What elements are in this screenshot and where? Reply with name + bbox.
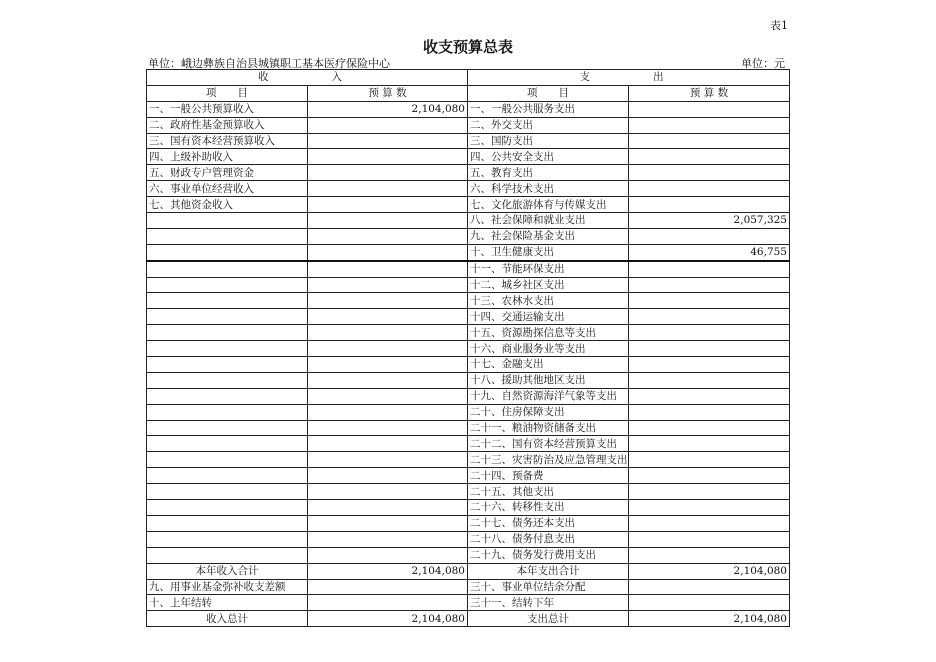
expense-item: 一、一般公共服务支出	[468, 101, 629, 117]
table-row	[147, 197, 790, 213]
expense-value	[629, 468, 790, 484]
expense-item: 三、国防支出	[468, 133, 629, 149]
income-value	[308, 388, 468, 404]
expense-item: 二十九、债务发行费用支出	[468, 547, 629, 563]
table-row	[147, 277, 790, 293]
expense-value	[629, 181, 790, 197]
table-row	[147, 595, 790, 611]
expense-value	[629, 277, 790, 293]
expense-item: 二十四、预备费	[468, 468, 629, 484]
unit-organization: 单位：峨边彝族自治县城镇职工基本医疗保险中心	[148, 57, 390, 70]
income-value	[308, 500, 468, 516]
income-value	[308, 579, 468, 595]
expense-item: 十八、援助其他地区支出	[468, 372, 629, 388]
section-header-row	[147, 70, 790, 86]
expense-item: 二十二、国有资本经营预算支出	[468, 436, 629, 452]
expense-value: 46,755	[629, 244, 790, 260]
table-row	[147, 341, 790, 357]
income-value	[308, 452, 468, 468]
expense-item: 十五、资源勘探信息等支出	[468, 325, 629, 341]
expense-budget-header: 预 算 数	[629, 85, 790, 101]
expense-value	[629, 547, 790, 563]
expense-value	[629, 341, 790, 357]
table-number: 表1	[770, 19, 788, 32]
expense-value	[629, 165, 790, 181]
income-value	[308, 341, 468, 357]
income-value	[308, 357, 468, 373]
expense-value	[629, 388, 790, 404]
expense-item: 九、社会保险基金支出	[468, 228, 629, 244]
expense-value	[629, 372, 790, 388]
expense-item: 十四、交通运输支出	[468, 309, 629, 325]
income-value	[308, 181, 468, 197]
income-item	[147, 547, 308, 563]
income-item: 六、事业单位经营收入	[147, 181, 308, 197]
table-row	[147, 165, 790, 181]
table-row	[147, 436, 790, 452]
income-item	[147, 420, 308, 436]
total-expense-value: 2,104,080	[629, 611, 790, 627]
table-row	[147, 372, 790, 388]
expense-item: 二十、住房保障支出	[468, 404, 629, 420]
expense-value	[629, 452, 790, 468]
table-row	[147, 547, 790, 563]
income-item-header: 项 目	[147, 85, 308, 101]
income-value	[308, 244, 468, 260]
expense-value	[629, 133, 790, 149]
table-row	[147, 228, 790, 244]
income-item	[147, 293, 308, 309]
income-value	[308, 436, 468, 452]
expense-value	[629, 325, 790, 341]
expense-value	[629, 101, 790, 117]
income-value	[308, 595, 468, 611]
expense-item: 六、科学技术支出	[468, 181, 629, 197]
income-section-header: 收 入	[147, 70, 468, 86]
income-item	[147, 341, 308, 357]
income-value	[308, 261, 468, 277]
expense-item: 十六、商业服务业等支出	[468, 341, 629, 357]
expense-item: 二十七、债务还本支出	[468, 515, 629, 531]
income-item	[147, 515, 308, 531]
table-row	[147, 531, 790, 547]
income-item	[147, 309, 308, 325]
table-row	[147, 388, 790, 404]
table-row	[147, 133, 790, 149]
expense-item: 二十三、灾害防治及应急管理支出	[468, 452, 629, 468]
table-row	[147, 452, 790, 468]
income-value	[308, 309, 468, 325]
expense-value	[629, 404, 790, 420]
year-total-row	[147, 563, 790, 579]
income-item	[147, 436, 308, 452]
table-row	[147, 325, 790, 341]
expense-value: 2,057,325	[629, 213, 790, 229]
income-item: 一、一般公共预算收入	[147, 101, 308, 117]
expense-item: 十一、节能环保支出	[468, 261, 629, 277]
table-row	[147, 484, 790, 500]
income-value	[308, 484, 468, 500]
income-item: 三、国有资本经营预算收入	[147, 133, 308, 149]
table-row	[147, 261, 790, 277]
income-item	[147, 261, 308, 277]
table-row	[147, 293, 790, 309]
expense-item: 二十六、转移性支出	[468, 500, 629, 516]
expense-value	[629, 117, 790, 133]
income-budget-header: 预 算 数	[308, 85, 468, 101]
income-value	[308, 213, 468, 229]
column-header-row	[147, 85, 790, 101]
table-row	[147, 420, 790, 436]
income-item	[147, 484, 308, 500]
expense-value	[629, 484, 790, 500]
expense-section-header: 支 出	[468, 70, 790, 86]
income-item	[147, 388, 308, 404]
total-income-label: 收入总计	[147, 611, 308, 627]
income-item	[147, 372, 308, 388]
expense-item: 八、社会保障和就业支出	[468, 213, 629, 229]
expense-item: 二十一、粮油物资储备支出	[468, 420, 629, 436]
income-value	[308, 228, 468, 244]
table-row	[147, 244, 790, 260]
income-value	[308, 420, 468, 436]
expense-item: 十九、自然资源海洋气象等支出	[468, 388, 629, 404]
expense-item: 二十八、债务付息支出	[468, 531, 629, 547]
total-income-value: 2,104,080	[308, 611, 468, 627]
expense-item: 三十一、结转下年	[468, 595, 629, 611]
table-row	[147, 579, 790, 595]
income-value	[308, 149, 468, 165]
income-item: 四、上级补助收入	[147, 149, 308, 165]
year-expense-value: 2,104,080	[629, 563, 790, 579]
income-item	[147, 531, 308, 547]
expense-item: 四、公共安全支出	[468, 149, 629, 165]
income-item: 十、上年结转	[147, 595, 308, 611]
expense-item: 七、文化旅游体育与传媒支出	[468, 197, 629, 213]
table-row	[147, 101, 790, 117]
expense-item: 十二、城乡社区支出	[468, 277, 629, 293]
table-row	[147, 500, 790, 516]
income-value	[308, 468, 468, 484]
expense-value	[629, 500, 790, 516]
income-value	[308, 293, 468, 309]
income-value	[308, 325, 468, 341]
income-value	[308, 197, 468, 213]
expense-value	[629, 357, 790, 373]
income-value	[308, 277, 468, 293]
expense-item: 五、教育支出	[468, 165, 629, 181]
table-row	[147, 181, 790, 197]
expense-value	[629, 261, 790, 277]
income-item	[147, 228, 308, 244]
income-item: 二、政府性基金预算收入	[147, 117, 308, 133]
table-row	[147, 149, 790, 165]
income-value: 2,104,080	[308, 101, 468, 117]
income-item	[147, 244, 308, 260]
expense-value	[629, 436, 790, 452]
year-expense-label: 本年支出合计	[468, 563, 629, 579]
table-row	[147, 309, 790, 325]
expense-item: 十、卫生健康支出	[468, 244, 629, 260]
income-item	[147, 357, 308, 373]
income-item	[147, 213, 308, 229]
table-row	[147, 117, 790, 133]
year-income-value: 2,104,080	[308, 563, 468, 579]
expense-item-header: 项 目	[468, 85, 629, 101]
income-item: 九、用事业基金弥补收支差额	[147, 579, 308, 595]
expense-value	[629, 228, 790, 244]
expense-value	[629, 515, 790, 531]
income-value	[308, 515, 468, 531]
income-item	[147, 500, 308, 516]
income-item: 七、其他资金收入	[147, 197, 308, 213]
expense-value	[629, 595, 790, 611]
expense-value	[629, 149, 790, 165]
expense-value	[629, 531, 790, 547]
income-value	[308, 372, 468, 388]
income-value	[308, 133, 468, 149]
expense-value	[629, 309, 790, 325]
income-item	[147, 277, 308, 293]
expense-item: 二、外交支出	[468, 117, 629, 133]
income-item	[147, 404, 308, 420]
income-value	[308, 404, 468, 420]
expense-value	[629, 579, 790, 595]
income-item	[147, 452, 308, 468]
unit-currency: 单位：元	[741, 57, 785, 70]
total-expense-label: 支出总计	[468, 611, 629, 627]
page-title: 收支预算总表	[422, 38, 513, 56]
income-value	[308, 117, 468, 133]
expense-item: 三十、事业单位结余分配	[468, 579, 629, 595]
expense-value	[629, 197, 790, 213]
expense-item: 十七、金融支出	[468, 357, 629, 373]
year-income-label: 本年收入合计	[147, 563, 308, 579]
income-value	[308, 531, 468, 547]
budget-summary-table	[146, 69, 790, 627]
table-row	[147, 404, 790, 420]
income-item: 五、财政专户管理资金	[147, 165, 308, 181]
income-value	[308, 165, 468, 181]
income-item	[147, 468, 308, 484]
expense-item: 十三、农林水支出	[468, 293, 629, 309]
table-row	[147, 213, 790, 229]
income-item	[147, 325, 308, 341]
expense-value	[629, 293, 790, 309]
expense-item: 二十五、其他支出	[468, 484, 629, 500]
grand-total-row	[147, 611, 790, 627]
table-row	[147, 468, 790, 484]
table-row	[147, 515, 790, 531]
income-value	[308, 547, 468, 563]
expense-value	[629, 420, 790, 436]
table-row	[147, 357, 790, 373]
